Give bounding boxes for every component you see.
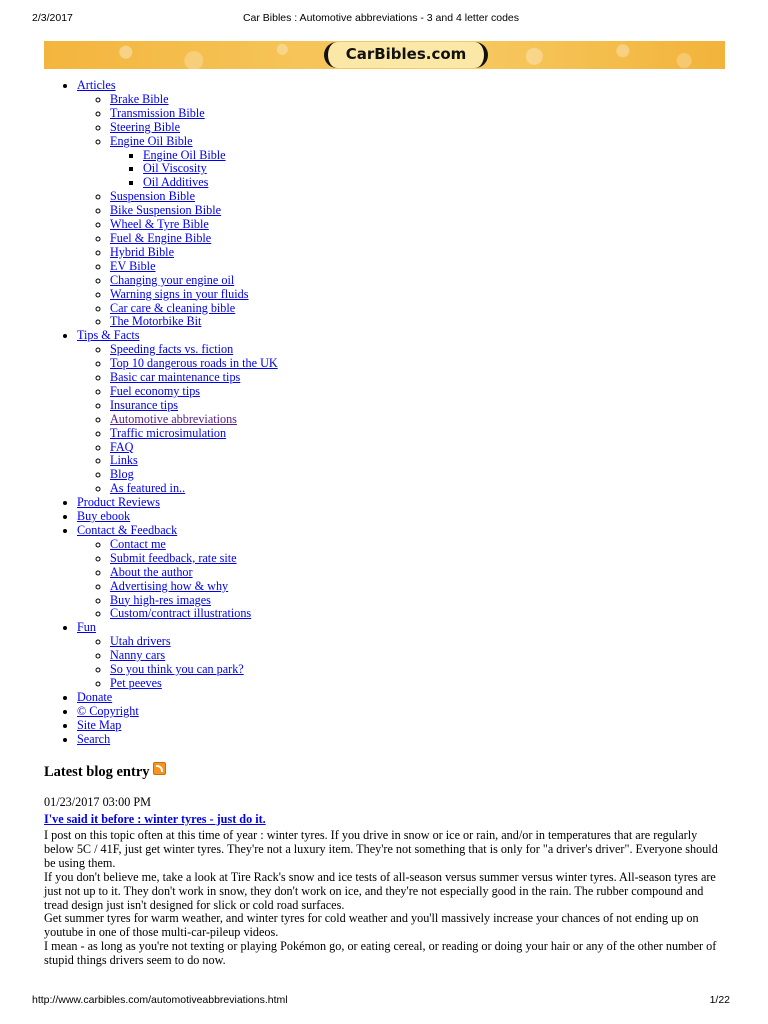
latest-blog-heading-text: Latest blog entry [44, 764, 150, 780]
nav-item-fun [77, 621, 278, 691]
nav-link-hybrid-bible[interactable]: Hybrid Bible [110, 244, 174, 259]
list-item [110, 594, 278, 608]
blog-entry-date: 01/23/2017 03:00 PM [44, 795, 151, 809]
nav-link-product-reviews[interactable]: Product Reviews [77, 495, 160, 510]
list-item [110, 93, 278, 107]
list-item [110, 121, 278, 135]
nav-link-pet-peeves[interactable]: Pet peeves [110, 675, 162, 690]
blog-paragraph: Get summer tyres for warm weather, and winter tyres for cold weather and you'll massively increase your chances of not ending up on youtube in one of those multi-car-pileup videos. [44, 911, 699, 940]
nav-link-buy-ebook[interactable]: Buy ebook [77, 509, 131, 524]
print-page-number: 1/22 [709, 994, 730, 1006]
nav-link-buy-images[interactable]: Buy high-res images [110, 592, 211, 607]
list-item [110, 552, 278, 566]
nav-link-site-map[interactable]: Site Map [77, 717, 122, 732]
nav-link-submit-feedback[interactable]: Submit feedback, rate site [110, 550, 237, 565]
nav-item-site-map [77, 719, 278, 733]
nav-link-ev-bible[interactable]: EV Bible [110, 258, 156, 273]
list-item [110, 218, 278, 232]
nav-link-oil-viscosity[interactable]: Oil Viscosity [143, 161, 207, 176]
nav-link-donate[interactable]: Donate [77, 689, 113, 704]
nav-menu [0, 79, 278, 747]
list-item [110, 371, 278, 385]
print-date: 2/3/2017 [32, 12, 73, 24]
nav-link-wheel-tyre-bible[interactable]: Wheel & Tyre Bible [110, 217, 209, 232]
list-item [110, 204, 278, 218]
nav-link-brake-bible[interactable]: Brake Bible [110, 91, 169, 106]
list-item [110, 315, 278, 329]
list-item [110, 649, 278, 663]
articles-submenu [77, 93, 278, 329]
nav-link-contact-me[interactable]: Contact me [110, 536, 166, 551]
list-item [110, 343, 278, 357]
list-item [110, 677, 278, 691]
nav-link-steering-bible[interactable]: Steering Bible [110, 119, 181, 134]
list-item [110, 135, 278, 191]
nav-link-automotive-abbreviations[interactable]: Automotive abbreviations [110, 411, 237, 426]
blog-paragraph: I mean - as long as you're not texting or playing Pokémon go, or eating cereal, or reading or doing your hair or any of the other number of stupid things drivers seem to do now. [44, 939, 717, 968]
list-item [110, 190, 278, 204]
nav-link-dangerous-roads[interactable]: Top 10 dangerous roads in the UK [110, 356, 278, 371]
list-item [143, 176, 278, 190]
blog-entry-title-link[interactable]: I've said it before : winter tyres - just do it. [44, 812, 266, 826]
nav-link-transmission-bible[interactable]: Transmission Bible [110, 105, 205, 120]
nav-link-custom-illustrations[interactable]: Custom/contract illustrations [110, 606, 252, 621]
nav-link-nanny-cars[interactable]: Nanny cars [110, 648, 166, 663]
nav-link-links[interactable]: Links [110, 453, 138, 468]
nav-link-fun[interactable]: Fun [77, 620, 96, 635]
site-navigation [0, 79, 278, 747]
site-banner [44, 41, 725, 69]
blog-entry-title [44, 812, 266, 827]
nav-link-engine-oil-bible[interactable]: Engine Oil Bible [110, 133, 193, 148]
nav-link-motorbike-bit[interactable]: The Motorbike Bit [110, 314, 202, 329]
nav-link-copyright[interactable]: © Copyright [77, 703, 139, 718]
nav-link-can-park[interactable]: So you think you can park? [110, 662, 244, 677]
nav-link-utah-drivers[interactable]: Utah drivers [110, 634, 171, 649]
tips-submenu [77, 343, 278, 496]
list-item [110, 663, 278, 677]
nav-link-fuel-economy-tips[interactable]: Fuel economy tips [110, 383, 201, 398]
nav-link-car-care-cleaning[interactable]: Car care & cleaning bible [110, 300, 236, 315]
list-item [110, 413, 278, 427]
nav-link-maintenance-tips[interactable]: Basic car maintenance tips [110, 370, 241, 385]
nav-link-fuel-engine-bible[interactable]: Fuel & Engine Bible [110, 230, 212, 245]
nav-link-speeding-facts[interactable]: Speeding facts vs. fiction [110, 342, 234, 357]
list-item [110, 274, 278, 288]
list-item [143, 149, 278, 163]
list-item [110, 385, 278, 399]
nav-link-as-featured-in[interactable]: As featured in.. [110, 481, 186, 496]
list-item [110, 580, 278, 594]
list-item [110, 635, 278, 649]
nav-link-changing-engine-oil[interactable]: Changing your engine oil [110, 272, 235, 287]
nav-link-oil-additives[interactable]: Oil Additives [143, 175, 209, 190]
nav-link-advertising[interactable]: Advertising how & why [110, 578, 229, 593]
list-item [110, 232, 278, 246]
list-item [110, 441, 278, 455]
list-item [143, 162, 278, 176]
list-item [110, 454, 278, 468]
blog-paragraph: I post on this topic often at this time of year : winter tyres. If you drive in snow or ice or rain, and/or in temperatures that are regularly below 5C / 41F, just get winter tyres. They're not a luxury item. They're not something that is only for "a driver's driver". Everyone should be using them. [44, 828, 718, 870]
engine-oil-submenu [110, 149, 278, 191]
nav-link-traffic-microsimulation[interactable]: Traffic microsimulation [110, 425, 227, 440]
blog-paragraph: If you don't believe me, take a look at Tire Rack's snow and ice tests of all-season versus summer versus winter tyres. All-season tyres are just not up to it. They don't work in snow, they don't work on ice, and they're not especially good in the rain. The rubber compound and tread design just isn't designed for slick or cold road surfaces. [44, 869, 716, 912]
nav-link-blog[interactable]: Blog [110, 467, 134, 482]
contact-submenu [77, 538, 278, 621]
latest-blog-heading [44, 762, 166, 781]
list-item [110, 468, 278, 482]
fun-submenu [77, 635, 278, 691]
list-item [110, 107, 278, 121]
carbibles-logo[interactable]: CarBibles.com [324, 42, 488, 68]
list-item [110, 427, 278, 441]
nav-link-contact-feedback[interactable]: Contact & Feedback [77, 523, 178, 537]
list-item [110, 246, 278, 260]
list-item [110, 260, 278, 274]
nav-link-bike-suspension-bible[interactable]: Bike Suspension Bible [110, 203, 222, 218]
rss-feed-icon[interactable] [153, 762, 166, 775]
list-item [110, 399, 278, 413]
print-header [32, 12, 730, 26]
nav-item-donate [77, 691, 278, 705]
list-item [110, 357, 278, 371]
nav-link-about-author[interactable]: About the author [110, 564, 193, 579]
nav-link-search[interactable]: Search [77, 731, 111, 746]
nav-link-tips-facts[interactable]: Tips & Facts [77, 328, 140, 343]
print-url: http://www.carbibles.com/automotiveabbreviations.html [32, 994, 288, 1006]
nav-item-copyright [77, 705, 278, 719]
nav-link-faq[interactable]: FAQ [110, 439, 134, 454]
nav-item-contact [77, 524, 278, 621]
nav-link-suspension-bible[interactable]: Suspension Bible [110, 189, 195, 204]
nav-item-articles [77, 79, 278, 329]
nav-link-insurance-tips[interactable]: Insurance tips [110, 397, 179, 412]
list-item [110, 302, 278, 316]
nav-item-search [77, 733, 278, 747]
list-item [110, 607, 278, 621]
nav-link-engine-oil-bible-sub[interactable]: Engine Oil Bible [143, 147, 226, 162]
nav-link-articles[interactable]: Articles [77, 78, 116, 92]
nav-item-product-reviews [77, 496, 278, 510]
print-footer [32, 994, 730, 1008]
nav-link-warning-signs-fluids[interactable]: Warning signs in your fluids [110, 286, 249, 301]
list-item [110, 288, 278, 302]
list-item [110, 482, 278, 496]
list-item [110, 538, 278, 552]
nav-item-buy-ebook [77, 510, 278, 524]
print-page-title: Car Bibles : Automotive abbreviations - 3 and 4 letter codes [242, 12, 520, 24]
list-item [110, 566, 278, 580]
nav-item-tips-facts [77, 329, 278, 496]
blog-entry-body [44, 829, 724, 968]
